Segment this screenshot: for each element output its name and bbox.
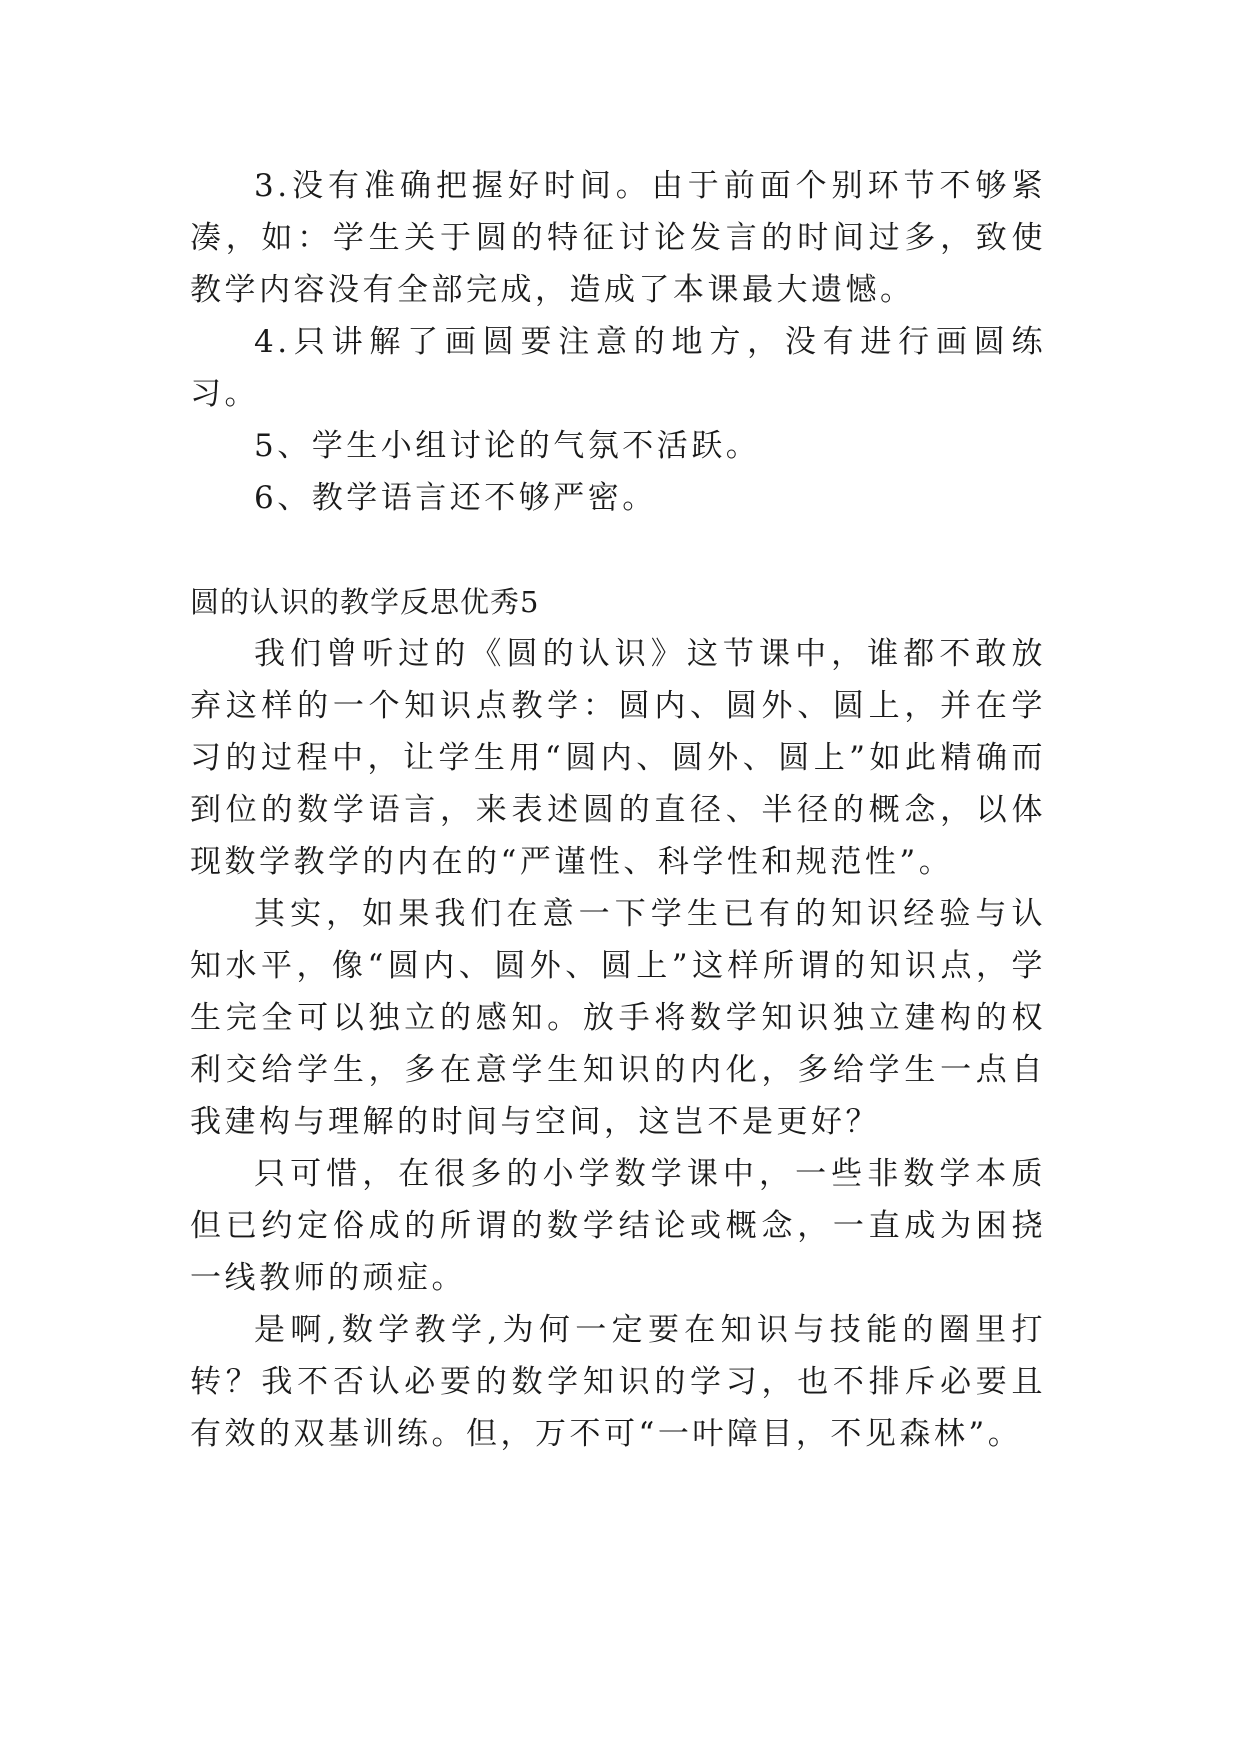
list-item: 6、教学语言还不够严密。 (254, 480, 657, 516)
section-heading: 圆的认识的教学反思优秀5 (190, 585, 540, 619)
body-paragraph: 是啊,数学教学,为何一定要在知识与技能的圈里打转？我不否认必要的数学知识的学习，也不排斥必要且有效的双基训练。但，万不可“一叶障目，不见森林”。 (190, 1312, 1046, 1452)
list-item: 4.只讲解了画圆要注意的地方，没有进行画圆练习。 (190, 324, 1046, 412)
list-item: 3.没有准确把握好时间。由于前面个别环节不够紧凑，如：学生关于圆的特征讨论发言的时间过多，致使教学内容没有全部完成，造成了本课最大遗憾。 (190, 168, 1046, 308)
body-paragraph: 我们曾听过的《圆的认识》这节课中，谁都不敢放弃这样的一个知识点教学：圆内、圆外、圆上，并在学习的过程中，让学生用“圆内、圆外、圆上”如此精确而到位的数学语言，来表述圆的直径、半径的概念，以体现数学教学的内在的“严谨性、科学性和规范性”。 (190, 636, 1046, 880)
document-body (190, 160, 1046, 1460)
section-spacer (190, 524, 1046, 576)
list-item: 5、学生小组讨论的气氛不活跃。 (254, 428, 761, 464)
body-paragraph: 其实，如果我们在意一下学生已有的知识经验与认知水平，像“圆内、圆外、圆上”这样所谓的知识点，学生完全可以独立的感知。放手将数学知识独立建构的权利交给学生，多在意学生知识的内化，多给学生一点自我建构与理解的时间与空间，这岂不是更好？ (190, 896, 1046, 1140)
body-paragraph: 只可惜，在很多的小学数学课中，一些非数学本质但已约定俗成的所谓的数学结论或概念，一直成为困挠一线教师的顽症。 (190, 1156, 1046, 1296)
